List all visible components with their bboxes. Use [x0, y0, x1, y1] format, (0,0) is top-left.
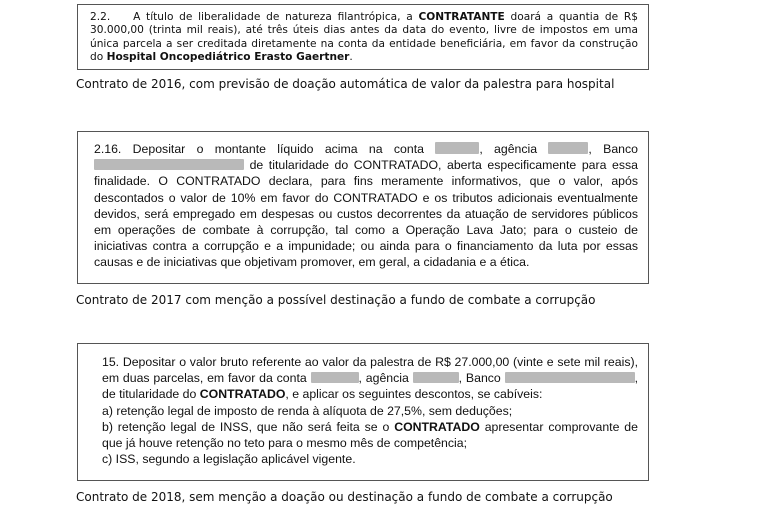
- clause-text: , de titularidade do: [102, 371, 639, 402]
- clause-2-16: [94, 141, 638, 271]
- clause-text: apresentar comprovante de que já houve retenção no teto para o mesmo mês de competência;: [102, 419, 638, 451]
- redacted-bank: [94, 159, 244, 171]
- hospital-name: Hospital Oncopediátrico Erasto Gaertner: [106, 51, 350, 64]
- clause-text: , agência: [479, 142, 538, 156]
- clause-2-2: [90, 11, 638, 65]
- item-a: a) retenção legal de imposto de renda à alíquota de 27,5%, sem deduções;: [102, 403, 513, 418]
- clause-15: [102, 354, 638, 403]
- clause-text: , Banco: [458, 371, 501, 386]
- clause-text: , agência: [358, 371, 409, 386]
- clause-end: .: [349, 51, 353, 64]
- clause-number: 2.2.: [90, 11, 111, 23]
- redacted-account: [311, 372, 359, 384]
- contract-2018-excerpt: [77, 343, 649, 481]
- clause-text: , e aplicar os seguintes descontos, se cabíveis:: [285, 387, 543, 402]
- caption-2017: Contrato de 2017 com menção a possível destinação a fundo de combate a corrupção: [76, 293, 596, 307]
- item-b: [102, 419, 638, 451]
- clause-text: 2.16. Depositar o montante líquido acima na conta: [94, 142, 424, 156]
- contract-2016-excerpt: [77, 4, 649, 70]
- contracting-party: CONTRATANTE: [418, 11, 505, 23]
- contracted-party: CONTRATADO: [199, 387, 286, 402]
- clause-text: de titularidade do CONTRATADO, aberta especificamente para essa finalidade. O CONTRATADO declara, para fins meramente informativos, que o valor, após descontados o valor de 10% em favor do CONTRATADO e os tributos adicionais eventualmente devidos, será empregado em despesas ou custos decorrentes da atuação de servidores públicos em operações de combate à corrupção, tal como a Operação Lava Jato; para o custeio de iniciativas contra a corrupção e a impunidade; ou ainda para o financiamento da luta por essas causas e de iniciativas que objetivam promover, em geral, a cidadania e a ética.: [94, 158, 638, 270]
- clause-text: , Banco: [588, 142, 639, 156]
- caption-2016: Contrato de 2016, com previsão de doação automática de valor da palestra para hospital: [76, 77, 615, 91]
- redacted-bank: [505, 372, 635, 384]
- contracted-party: CONTRATADO: [394, 419, 480, 434]
- caption-2018: Contrato de 2018, sem menção a doação ou destinação a fundo de combate a corrupção: [76, 490, 613, 504]
- redacted-account: [435, 142, 479, 154]
- item-c: c) ISS, segundo a legislação aplicável vigente.: [102, 452, 356, 467]
- redacted-agency: [413, 372, 459, 384]
- clause-text: doará a quantia de R$ 30.000,00 (trinta mil reais), até três úteis dias antes da data do evento, livre de impostos em uma única parcela a ser creditada diretamente na conta da entidade beneficiária, em favor da construção do: [90, 11, 638, 64]
- clause-text: A título de liberalidade de natureza filantrópica, a: [133, 11, 413, 23]
- clause-text: 15. Depositar o valor bruto referente ao valor da palestra de R$ 27.000,00 (vinte e sete mil reais), em duas parcelas, em favor da conta: [102, 355, 638, 386]
- redacted-agency: [548, 142, 588, 154]
- clause-text: b) retenção legal de INSS, que não será feita se o: [102, 419, 390, 434]
- contract-2017-excerpt: [77, 131, 649, 284]
